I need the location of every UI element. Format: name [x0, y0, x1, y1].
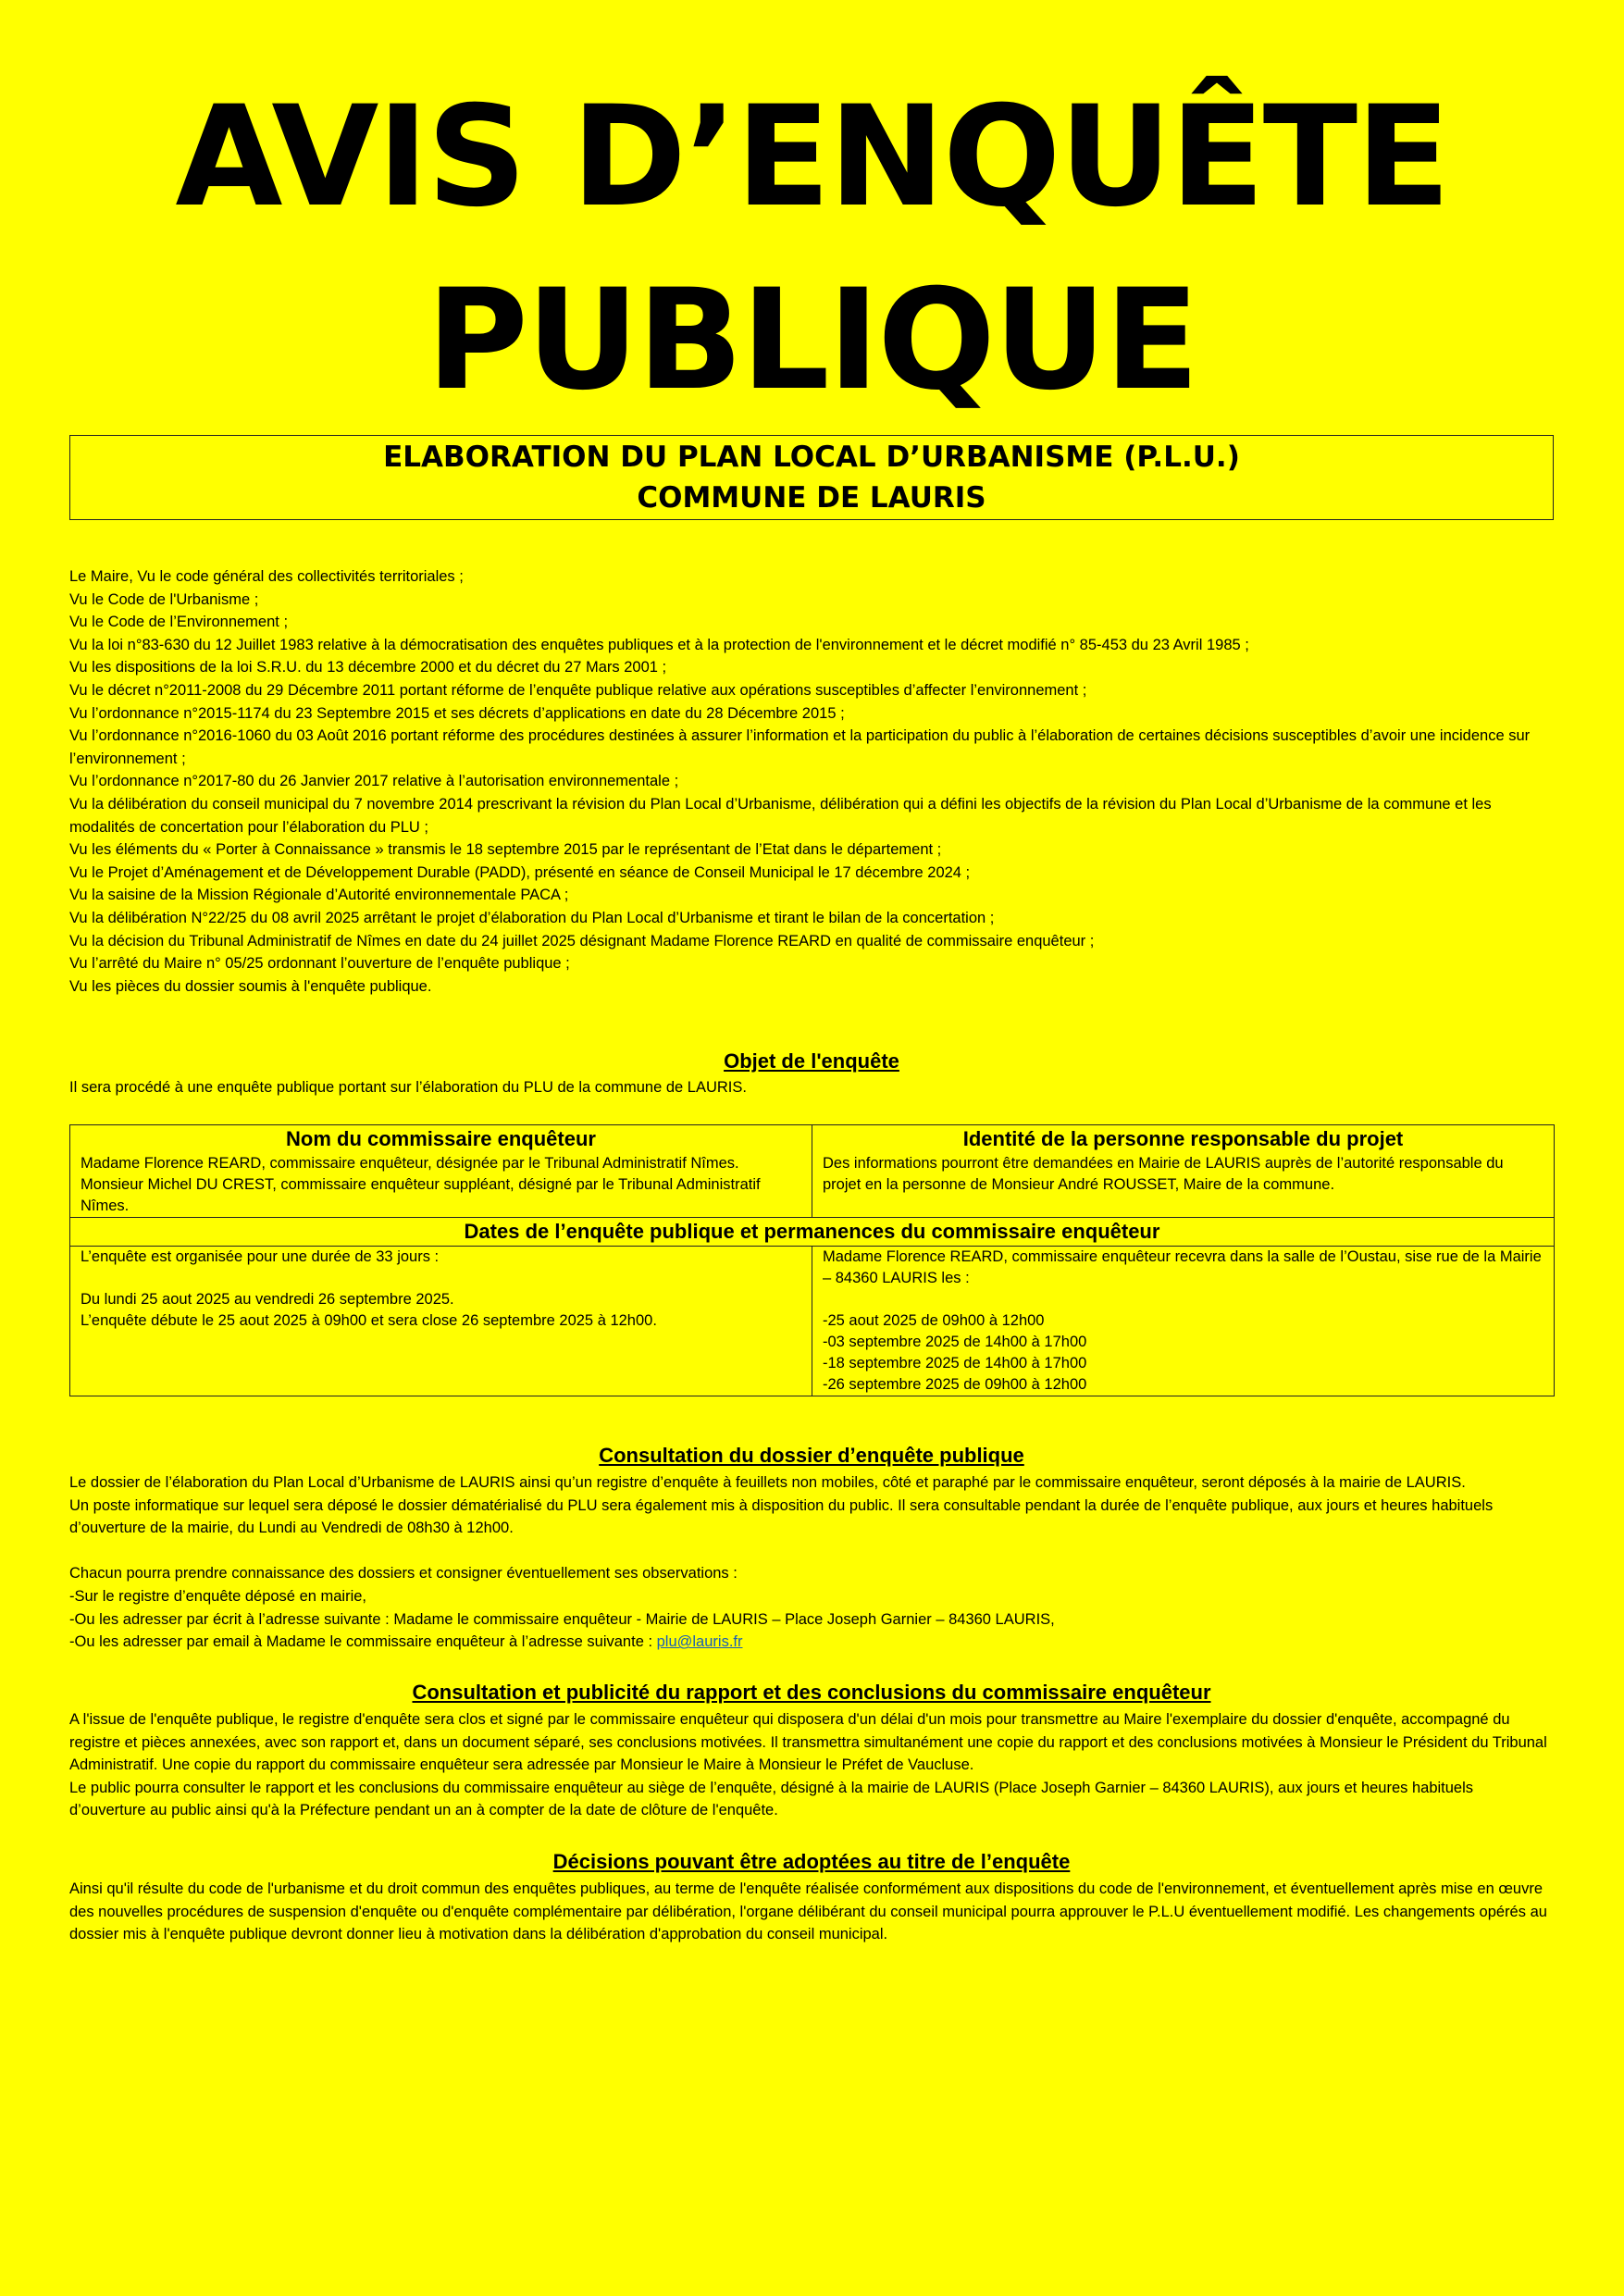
dates-left-line: L’enquête débute le 25 aout 2025 à 09h00 et sera close 26 septembre 2025 à 12h00.: [81, 1312, 657, 1329]
permanence-item: -18 septembre 2025 de 14h00 à 17h00: [823, 1355, 1087, 1371]
table-row: [70, 1218, 1555, 1247]
vu-list: [69, 565, 1554, 998]
vu-item: Vu le Code de l'Urbanisme ;: [69, 590, 259, 608]
commissaire-title: Nom du commissaire enquêteur: [286, 1127, 596, 1150]
vu-item: Vu la saisine de la Mission Régionale d’Autorité environnementale PACA ;: [69, 887, 569, 904]
consultation-opt2: -Ou les adresser par écrit à l’adresse suivante : Madame le commissaire enquêteur - Mairie de LAURIS – Place Joseph Garnier – 84360 LAURIS,: [69, 1610, 1055, 1628]
vu-item: Vu la décision du Tribunal Administratif de Nîmes en date du 24 juillet 2025 désignant Madame Florence REARD en qualité de commissaire enquêteur ;: [69, 932, 1095, 949]
vu-item: Vu le Code de l’Environnement ;: [69, 614, 289, 631]
commissaire-line-1: Madame Florence REARD, commissaire enquêteur, désignée par le Tribunal Administratif Nîmes.: [81, 1155, 739, 1172]
permanence-item: -03 septembre 2025 de 14h00 à 17h00: [823, 1334, 1087, 1350]
responsable-cell: [812, 1125, 1555, 1218]
vu-item: Vu la loi n°83-630 du 12 Juillet 1983 relative à la démocratisation des enquêtes publiques et à la protection de l'environnement et le décret modifié n° 85-453 du 23 Avril 1985 ;: [69, 636, 1249, 653]
info-table: [69, 1124, 1555, 1396]
permanence-item: -25 aout 2025 de 09h00 à 12h00: [823, 1312, 1045, 1329]
rapport-p2: Le public pourra consulter le rapport et les conclusions du commissaire enquêteur au siège de l’enquête, désigné à la mairie de LAURIS (Place Joseph Garnier – 84360 LAURIS), aux jours et heures habituels d’ouverture au public ainsi qu'à la Préfecture pendant un an à compter de la date de clôture de l'enquête.: [69, 1779, 1474, 1819]
dates-left-cell: [70, 1247, 812, 1396]
vu-item: Vu l’ordonnance n°2015-1174 du 23 Septembre 2015 et ses décrets d’applications en date du 28 Décembre 2015 ;: [69, 704, 845, 722]
vu-item: Vu la délibération N°22/25 du 08 avril 2025 arrêtant le projet d’élaboration du Plan Local d’Urbanisme et tirant le bilan de la concertation ;: [69, 909, 995, 926]
main-title-line2: PUBLIQUE: [426, 260, 1198, 421]
vu-item: Vu l’ordonnance n°2016-1060 du 03 Août 2016 portant réforme des procédures destinées à assurer l’information et la participation du public à l’élaboration de certaines décisions susceptibles d’avoir une incidence sur l’environnement ;: [69, 727, 1531, 767]
consultation-p3: Chacun pourra prendre connaissance des dossiers et consigner éventuellement ses observations :: [69, 1565, 738, 1582]
commissaire-line-2: Monsieur Michel DU CREST, commissaire enquêteur suppléant, désigné par le Tribunal Administratif Nîmes.: [81, 1176, 761, 1214]
vu-item: Vu les pièces du dossier soumis à l'enquête publique.: [69, 977, 432, 995]
table-row: [70, 1125, 1555, 1218]
objet-text: Il sera procédé à une enquête publique portant sur l’élaboration du PLU de la commune de LAURIS.: [69, 1079, 747, 1096]
rapport-p1: A l'issue de l'enquête publique, le registre d'enquête sera clos et signé par le commissaire enquêteur qui disposera d'un délai d'un mois pour transmettre au Maire l'exemplaire du dossier d'enquête, accompagné du registre et pièces annexées, avec son rapport et, dans un document séparé, ses conclusions motivées. Il transmettra simultanément une copie du rapport et des conclusions motivées à Monsieur le Président du Tribunal Administratif. Une copie du rapport du commissaire enquêteur sera adressée par Monsieur le Maire à Monsieur le Préfet de Vaucluse.: [69, 1711, 1547, 1774]
responsable-text: Des informations pourront être demandées en Mairie de LAURIS auprès de l’autorité responsable du projet en la personne de Monsieur André ROUSSET, Maire de la commune.: [823, 1155, 1504, 1193]
decisions-p1: Ainsi qu'il résulte du code de l'urbanisme et du droit commun des enquêtes publiques, au terme de l'enquête réalisée conformément aux dispositions du code de l'environnement, et éventuellement après mise en œuvre des nouvelles procédures de suspension d'enquête ou d'enquête complémentaire par délibération, l'organe délibérant du conseil municipal pourra approuver le P.L.U éventuellement modifié. Les changements opérés au dossier mis à l'enquête publique devront donner lieu à motivation dans la délibération d'approbation du conseil municipal.: [69, 1880, 1547, 1943]
objet-title: Objet de l'enquête: [724, 1049, 899, 1073]
vu-item: Vu les dispositions de la loi S.R.U. du 13 décembre 2000 et du décret du 27 Mars 2001 ;: [69, 659, 667, 676]
consultation-title: Consultation du dossier d’enquête publique: [599, 1444, 1024, 1467]
dates-right-cell: [812, 1247, 1555, 1396]
vu-item: Vu l’ordonnance n°2017-80 du 26 Janvier 2017 relative à l’autorisation environnementale ;: [69, 773, 679, 790]
consultation-p2: Un poste informatique sur lequel sera déposé le dossier dématérialisé du PLU sera également mis à disposition du public. Il sera consultable pendant la durée de l’enquête publique, aux jours et heures habituels d’ouverture de la mairie, du Lundi au Vendredi de 08h30 à 12h00.: [69, 1496, 1494, 1537]
dates-left-line: [81, 1268, 801, 1289]
table-row: [70, 1247, 1555, 1396]
vu-item: Vu les éléments du « Porter à Connaissance » transmis le 18 septembre 2015 par le représentant de l’Etat dans le département ;: [69, 841, 942, 859]
vu-item: Vu l’arrêté du Maire n° 05/25 ordonnant l’ouverture de l’enquête publique ;: [69, 955, 570, 973]
dates-title: Dates de l’enquête publique et permanences du commissaire enquêteur: [70, 1218, 1555, 1247]
dates-left-line: Du lundi 25 aout 2025 au vendredi 26 septembre 2025.: [81, 1291, 454, 1308]
main-title-line1: AVIS D’ENQUÊTE: [175, 77, 1449, 238]
consultation-body: [69, 1471, 1554, 1654]
header-line1: ELABORATION DU PLAN LOCAL D’URBANISME (P.L.U.): [383, 441, 1240, 474]
permanences-intro: Madame Florence REARD, commissaire enquêteur recevra dans la salle de l’Oustau, sise rue de la Mairie – 84360 LAURIS les :: [823, 1248, 1542, 1286]
consultation-opt3: [69, 1631, 1554, 1654]
vu-item: Vu la délibération du conseil municipal du 7 novembre 2014 prescrivant la révision du Plan Local d’Urbanisme, délibération qui a défini les objectifs de la révision du Plan Local d’Urbanisme de la commune et les modalités de concertation pour l’élaboration du PLU ;: [69, 795, 1492, 836]
email-link[interactable]: plu@lauris.fr: [656, 1633, 743, 1651]
decisions-title: Décisions pouvant être adoptées au titre de l’enquête: [552, 1850, 1071, 1873]
dates-left-line: L’enquête est organisée pour une durée de 33 jours :: [81, 1248, 440, 1265]
header-line2: COMMUNE DE LAURIS: [637, 481, 986, 515]
vu-item: Vu le décret n°2011-2008 du 29 Décembre 2011 portant réforme de l’enquête publique relative aux opérations susceptibles d’affecter l’environnement ;: [69, 681, 1087, 699]
vu-item: Le Maire, Vu le code général des collectivités territoriales ;: [69, 568, 464, 585]
consultation-p1: Le dossier de l’élaboration du Plan Local d’Urbanisme de LAURIS ainsi qu’un registre d’enquête à feuillets non mobiles, côté et paraphé par le commissaire enquêteur, seront déposés à la mairie de LAURIS.: [69, 1474, 1466, 1491]
permanence-item: -26 septembre 2025 de 09h00 à 12h00: [823, 1376, 1087, 1393]
rapport-title: Consultation et publicité du rapport et des conclusions du commissaire enquêteur: [412, 1681, 1211, 1704]
commissaire-cell: [70, 1125, 812, 1218]
consultation-opt1: -Sur le registre d’enquête déposé en mairie,: [69, 1587, 367, 1605]
vu-item: Vu le Projet d’Aménagement et de Développement Durable (PADD), présenté en séance de Conseil Municipal le 17 décembre 2024 ;: [69, 863, 971, 881]
consultation-opt3-text: -Ou les adresser par email à Madame le commissaire enquêteur à l’adresse suivante :: [69, 1633, 657, 1651]
header-box: [69, 435, 1554, 520]
rapport-body: [69, 1708, 1554, 1822]
responsable-title: Identité de la personne responsable du projet: [962, 1127, 1404, 1150]
